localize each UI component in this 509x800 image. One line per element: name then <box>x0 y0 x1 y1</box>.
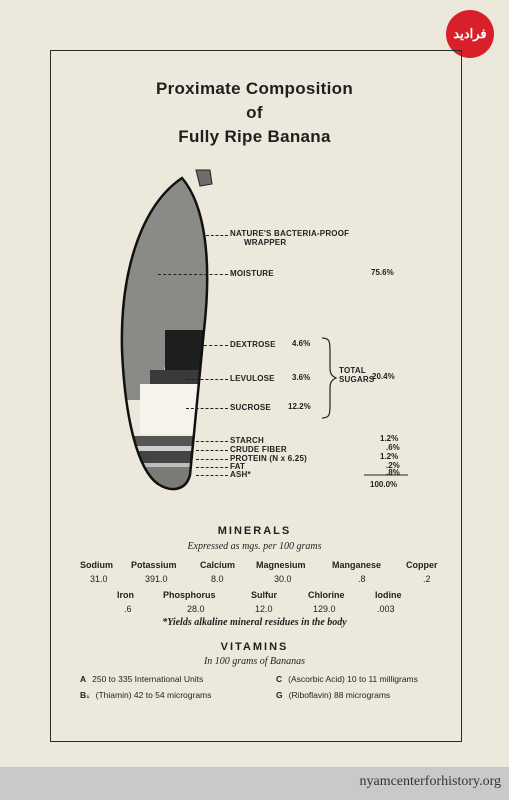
leader-fat <box>196 467 228 468</box>
leader-starch <box>196 441 228 442</box>
value-dextrose: 4.6% <box>292 339 311 348</box>
mineral-phosphorus-name: Phosphorus <box>163 590 216 600</box>
vitamin-a-text: 250 to 335 International Units <box>92 674 204 684</box>
vitamin-c-text: (Ascorbic Acid) 10 to 11 milligrams <box>288 674 418 684</box>
title-line-1: Proximate Composition <box>155 79 354 98</box>
minerals-heading: MINERALS <box>217 525 292 537</box>
value-ash: .8% <box>386 468 400 477</box>
vitamin-b1 <box>80 690 211 700</box>
title-line-3: Fully Ripe Banana <box>178 127 331 146</box>
label-ash: ASH* <box>230 470 251 479</box>
levulose-layer <box>150 370 220 384</box>
label-wrapper-line2: WRAPPER <box>244 238 287 247</box>
leader-dextrose <box>188 345 228 346</box>
label-levulose: LEVULOSE <box>230 374 275 383</box>
mineral-iron-value: .6 <box>124 604 132 614</box>
mineral-chlorine-name: Chlorine <box>308 590 345 600</box>
vitamin-a-key: A <box>80 674 87 684</box>
label-wrapper <box>230 229 349 247</box>
mineral-potassium-name: Potassium <box>131 560 177 570</box>
value-total-sugars: 20.4% <box>372 372 395 381</box>
footer-link[interactable]: nyamcenterforhistory.org <box>359 774 501 789</box>
label-moisture: MOISTURE <box>230 269 274 278</box>
mineral-iodine-name: Iodine <box>375 590 402 600</box>
total-sugars-line2: SUGARS <box>339 375 375 384</box>
vitamin-g-text: (Riboflavin) 88 micrograms <box>288 690 391 700</box>
mineral-sodium-name: Sodium <box>80 560 113 570</box>
minerals-subtitle: Expressed as mgs. per 100 grams <box>187 541 322 552</box>
mineral-phosphorus-value: 28.0 <box>187 604 205 614</box>
label-sucrose: SUCROSE <box>230 403 271 412</box>
value-starch: 1.2% <box>380 434 399 443</box>
vitamin-b1-key: B₁ <box>80 690 90 700</box>
value-crude-fiber: .6% <box>386 443 400 452</box>
label-fat: FAT <box>230 462 246 471</box>
leader-crude-fiber <box>196 450 228 451</box>
mineral-potassium-value: 391.0 <box>145 574 168 584</box>
mineral-copper-value: .2 <box>423 574 431 584</box>
leader-wrapper <box>206 235 228 236</box>
label-wrapper-line1: NATURE'S BACTERIA-PROOF <box>230 229 350 238</box>
protein-layer <box>110 451 220 463</box>
minerals-note: *Yields alkaline mineral residues in the body <box>162 617 347 628</box>
leader-sucrose <box>186 408 228 409</box>
value-fat: .2% <box>386 461 400 470</box>
title-line-2: of <box>246 103 263 122</box>
sugars-brace <box>322 338 336 418</box>
vitamin-c-key: C <box>276 674 283 684</box>
vitamin-b1-text: (Thiamin) 42 to 54 micrograms <box>95 690 212 700</box>
value-moisture: 75.6% <box>371 268 394 277</box>
mineral-manganese-name: Manganese <box>332 560 382 570</box>
logo[interactable]: فرادید <box>446 10 494 58</box>
mineral-copper-name: Copper <box>406 560 438 570</box>
value-protein: 1.2% <box>380 452 399 461</box>
mineral-magnesium-name: Magnesium <box>256 560 306 570</box>
dextrose-layer <box>165 330 220 370</box>
mineral-manganese-value: .8 <box>358 574 366 584</box>
leader-levulose <box>186 379 228 380</box>
label-crude-fiber: CRUDE FIBER <box>230 445 287 454</box>
label-dextrose: DEXTROSE <box>230 340 276 349</box>
value-levulose: 3.6% <box>292 373 311 382</box>
leader-protein <box>196 459 228 460</box>
vitamin-g-key: G <box>276 690 283 700</box>
vitamins-heading: VITAMINS <box>220 641 289 653</box>
vitamin-a <box>80 674 203 684</box>
vitamins-subtitle: In 100 grams of Bananas <box>203 656 306 667</box>
vitamin-g <box>276 690 390 700</box>
mineral-iodine-value: .003 <box>377 604 395 614</box>
mineral-sodium-value: 31.0 <box>90 574 108 584</box>
mineral-sulfur-value: 12.0 <box>255 604 273 614</box>
leader-moisture <box>158 274 228 275</box>
vitamin-c <box>276 674 418 684</box>
mineral-calcium-value: 8.0 <box>211 574 224 584</box>
label-protein: PROTEIN (N x 6.25) <box>230 454 307 463</box>
value-total: 100.0% <box>370 480 398 489</box>
label-starch: STARCH <box>230 436 264 445</box>
footer-bar <box>0 767 509 800</box>
total-sugars-line1: TOTAL <box>339 366 366 375</box>
value-sucrose: 12.2% <box>288 402 311 411</box>
mineral-iron-name: Iron <box>117 590 134 600</box>
mineral-magnesium-value: 30.0 <box>274 574 292 584</box>
mineral-chlorine-value: 129.0 <box>313 604 336 614</box>
sucrose-layer <box>140 384 220 434</box>
label-total-sugars <box>339 366 374 384</box>
banana-stem <box>196 170 212 186</box>
leader-ash <box>196 475 228 476</box>
ash-layer <box>110 467 220 497</box>
mineral-sulfur-name: Sulfur <box>251 590 277 600</box>
mineral-calcium-name: Calcium <box>200 560 236 570</box>
